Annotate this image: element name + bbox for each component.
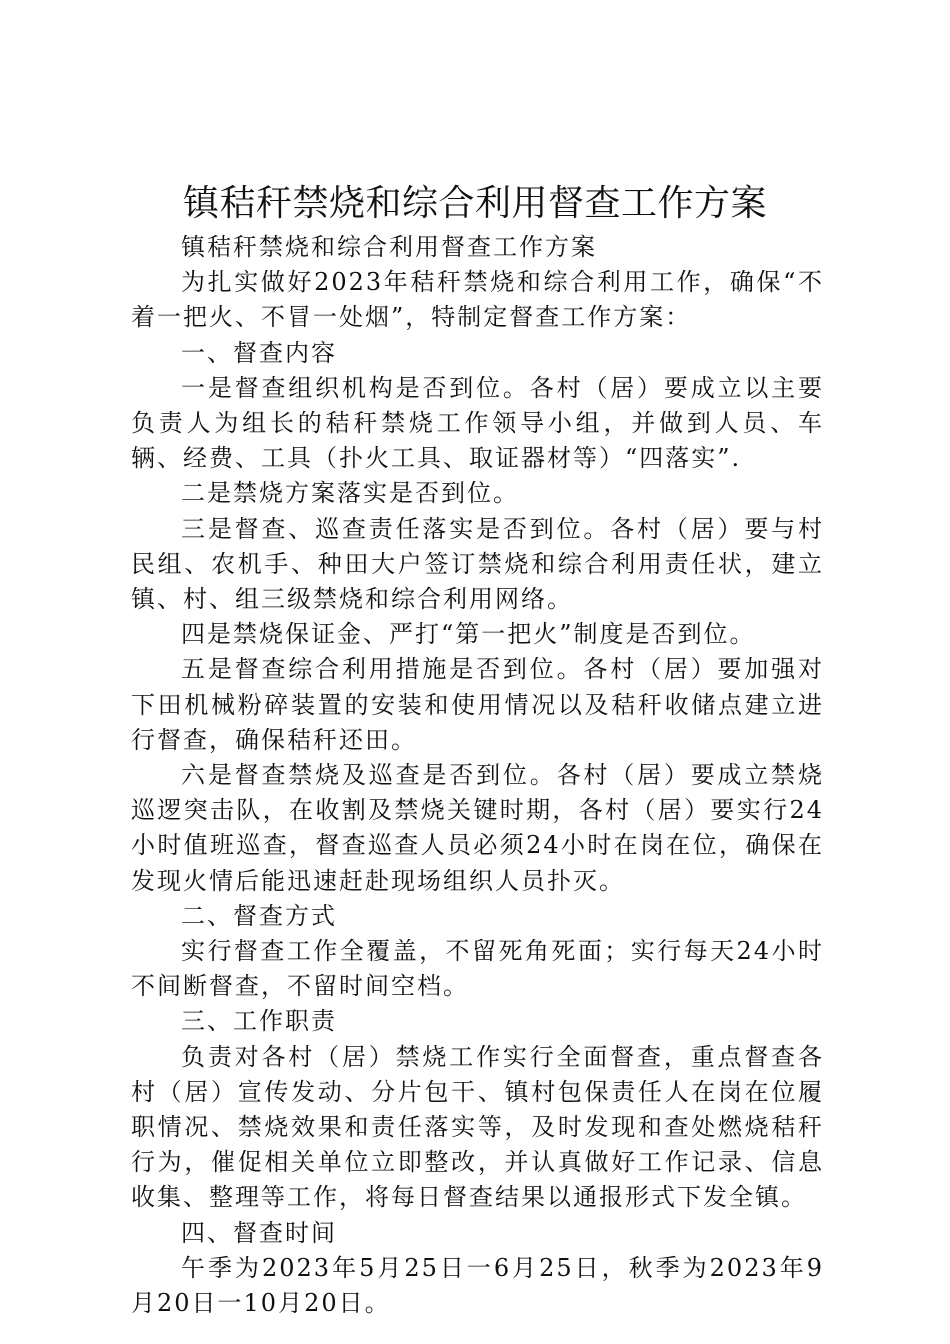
paragraph-item-1: 一是督查组织机构是否到位。各村（居）要成立以主要负责人为组长的秸秆禁烧工作领导小组，并做到人员、车辆、经费、工具（扑火工具、取证器材等）“四落实”.: [131, 373, 824, 473]
paragraph-time: 午季为2023年5月25日一6月25日，秋季为2023年9月20日一10月20日。: [131, 1253, 824, 1318]
paragraph-item-4: 四是禁烧保证金、严打“第一把火”制度是否到位。: [181, 620, 756, 649]
section-heading-time: 四、督查时间: [181, 1218, 337, 1247]
document-body: [131, 230, 824, 1321]
paragraph-duties: 负责对各村（居）禁烧工作实行全面督查，重点督查各村（居）宣传发动、分片包干、镇村包保责任人在岗在位履职情况、禁烧效果和责任落实等，及时发现和查处燃烧秸秆行为，催促相关单位立即整改，并认真做好工作记录、信息收集、整理等工作，将每日督查结果以通报形式下发全镇。: [131, 1042, 824, 1212]
paragraph-item-6: 六是督查禁烧及巡查是否到位。各村（居）要成立禁烧巡逻突击队，在收割及禁烧关键时期，各村（居）要实行24小时值班巡查，督查巡查人员必须24小时在岗在位，确保在发现火情后能迅速赶赴现场组织人员扑灭。: [131, 761, 824, 895]
paragraph-subtitle: 镇秸秆禁烧和综合利用督查工作方案: [181, 233, 597, 261]
document-title: 镇秸秆禁烧和综合利用督查工作方案: [182, 183, 767, 224]
paragraph-intro: 为扎实做好2023年秸秆禁烧和综合利用工作，确保“不着一把火、不冒一处烟”，特制定督查工作方案：: [131, 268, 824, 332]
section-heading-duties: 三、工作职责: [181, 1007, 337, 1036]
paragraph-item-3: 三是督查、巡查责任落实是否到位。各村（居）要与村民组、农机手、种田大户签订禁烧和综合利用责任状，建立镇、村、组三级禁烧和综合利用网络。: [131, 514, 824, 614]
paragraph-item-2: 二是禁烧方案落实是否到位。: [181, 479, 519, 508]
paragraph-method: 实行督查工作全覆盖，不留死角死面；实行每天24小时不间断督查，不留时间空档。: [131, 937, 824, 1001]
paragraph-item-5: 五是督查综合利用措施是否到位。各村（居）要加强对下田机械粉碎装置的安装和使用情况以及秸秆收储点建立进行督查，确保秸秆还田。: [131, 655, 824, 754]
section-heading-content: 一、督查内容: [181, 338, 337, 367]
section-heading-method: 二、督查方式: [181, 901, 337, 930]
